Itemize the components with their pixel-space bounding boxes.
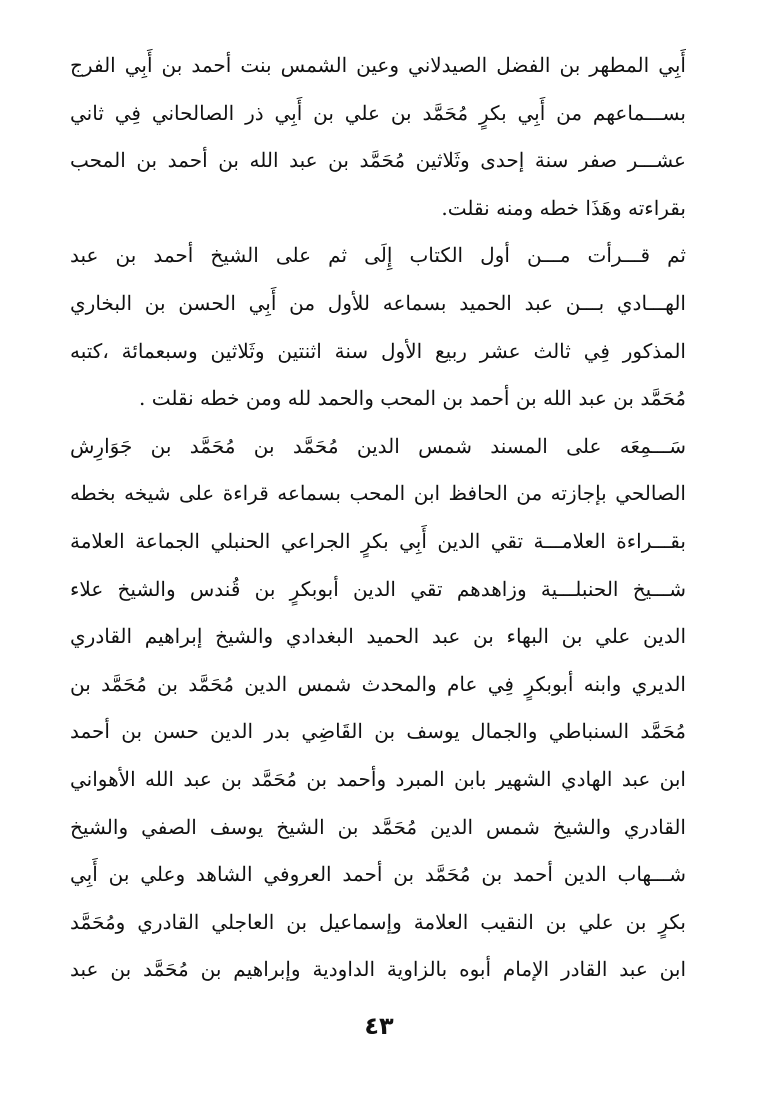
text-line: عشـــر صفر سنة إحدى وثَلاثين مُحَمَّد بن عبد الله بن أحمد بن المحب: [70, 148, 686, 173]
text-line: الصالحي بإجازته من الحافظ ابن المحب بسماعه قراءة على شيخه بخطه: [70, 481, 686, 506]
text-line: شـــهاب الدين أحمد بن مُحَمَّد بن أحمد العروفي الشاهد وعلي بن أَبِي: [70, 862, 686, 887]
page-number: ٤٣: [364, 1012, 394, 1040]
text-line: بقـــراءة العلامـــة تقي الدين أَبِي بكرٍ الجراعي الحنبلي الجماعة العلامة: [70, 528, 686, 553]
paragraph-1: [70, 42, 686, 232]
text-line: سَـــمِعَه على المسند شمس الدين مُحَمَّد بن مُحَمَّد بن جَوَارِش: [70, 433, 686, 458]
text-line: ابن عبد القادر الإمام أبوه بالزاوية الداودية وإبراهيم بن مُحَمَّد بن عبد: [70, 957, 686, 982]
text-line: أَبِي المطهر بن الفضل الصيدلاني وعين الشمس بنت أحمد بن أَبِي الفرج: [70, 53, 686, 77]
paragraph-3: [70, 423, 686, 994]
text-line: بكرٍ بن علي بن النقيب العلامة وإسماعيل بن العاجلي القادري ومُحَمَّد: [70, 909, 686, 934]
text-line: الهـــادي بـــن عبد الحميد بسماعه للأول من أَبِي الحسن بن البخاري: [70, 290, 686, 315]
text-line: مُحَمَّد السنباطي والجمال يوسف بن القَاضِي بدر الدين حسن بن أحمد: [70, 719, 686, 744]
text-line: بســـماعهم من أَبِي بكرٍ مُحَمَّد بن علي بن أَبِي ذر الصالحاني فِي ثاني: [70, 100, 686, 125]
text-line: الديري وابنه أبوبكرٍ فِي عام والمحدث شمس الدين مُحَمَّد بن مُحَمَّد بن: [70, 671, 686, 696]
text-line: المذكور فِي ثالث عشر ربيع الأول سنة اثنتين وثَلاثين وسبعمائة ،كتبه: [70, 338, 686, 363]
text-line: ابن عبد الهادي الشهير بابن المبرد وأحمد بن مُحَمَّد بن عبد الله الأهواني: [70, 766, 686, 791]
text-line: ثم قـــرأت مـــن أول الكتاب إِلَى ثم على الشيخ أحمد بن عبد: [70, 243, 686, 268]
text-line: بقراءته وهَذَا خطه ومنه نقلت.: [441, 195, 686, 220]
text-line: مُحَمَّد بن عبد الله بن أحمد بن المحب والحمد لله ومن خطه نقلت .: [138, 386, 686, 411]
document-page: [70, 42, 686, 1002]
text-line: القادري والشيخ شمس الدين مُحَمَّد بن الشيخ يوسف الصفي والشيخ: [70, 814, 686, 839]
paragraph-2: [70, 232, 686, 422]
text-line: شـــيخ الحنبلـــية وزاهدهم تقي الدين أبوبكرٍ بن قُندس والشيخ علاء: [70, 576, 686, 601]
text-line: الدين علي بن البهاء بن عبد الحميد البغدادي والشيخ إبراهيم القادري: [70, 624, 686, 649]
